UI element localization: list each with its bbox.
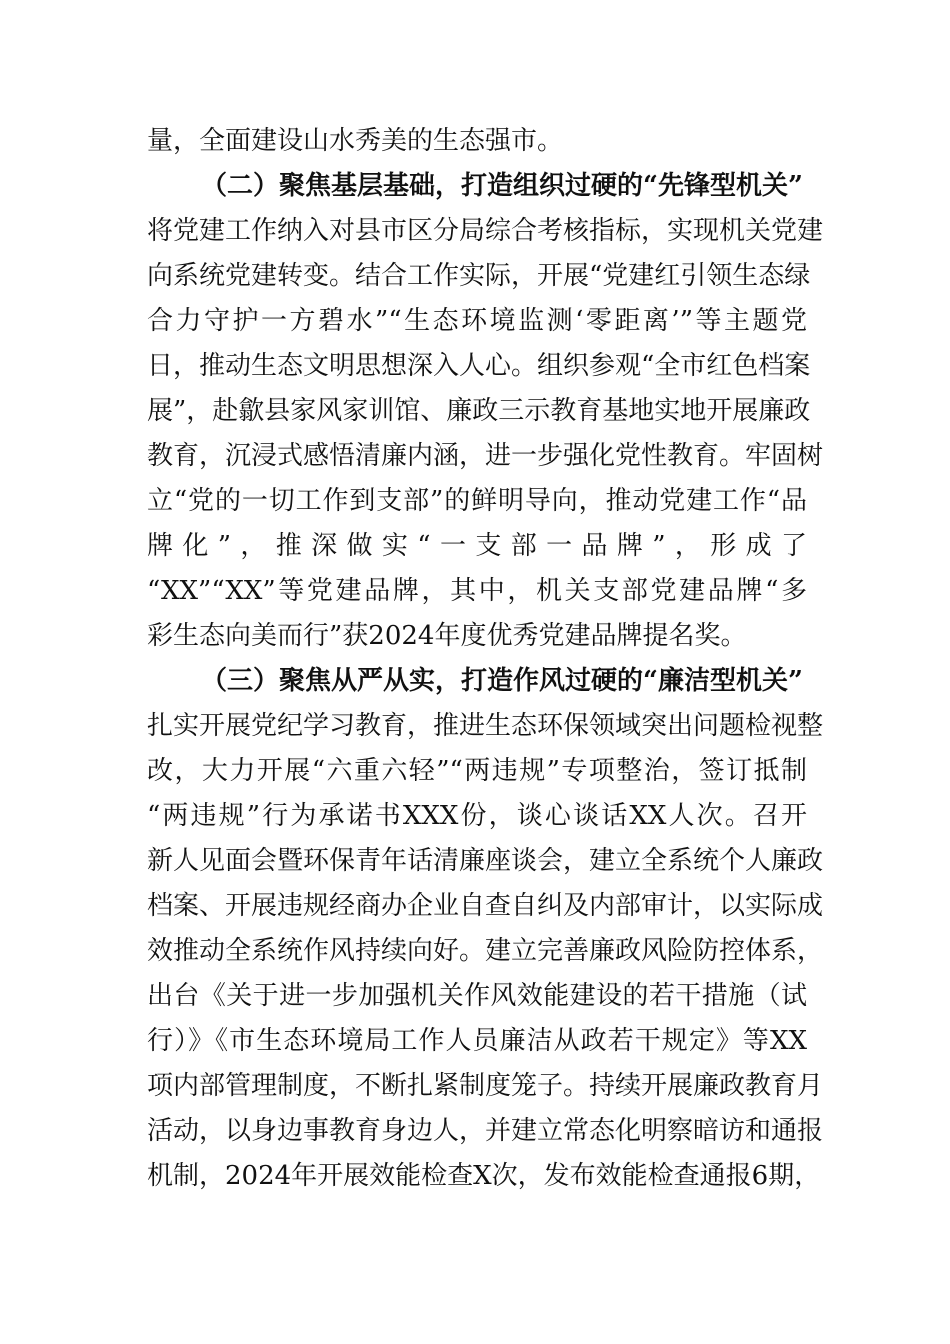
text-line-1: 量，全面建设山水秀美的生态强市。 — [147, 126, 564, 156]
text-line-24: 机制，2024年开展效能检查X次，发布效能检查通报6期， — [147, 1161, 821, 1191]
text-line-18: 档案、开展违规经商办企业自查自纠及内部审计，以实际成 — [147, 891, 824, 921]
text-line-19: 效推动全系统作风持续向好。建立完善廉政风险防控体系， — [147, 936, 824, 966]
text-line-12: 彩生态向美而行”获2024年度优秀党建品牌提名奖。 — [147, 621, 747, 651]
text-line-16: “两违规”行为承诺书XXX份，谈心谈话XX人次。召开 — [147, 801, 807, 831]
text-line-11: “XX”“XX”等党建品牌，其中，机关支部党建品牌“多 — [147, 576, 807, 606]
text-line-4: 向系统党建转变。结合工作实际，开展“党建红引领生态绿 — [147, 261, 811, 291]
text-line-23: 活动，以身边事教育身边人，并建立常态化明察暗访和通报 — [147, 1116, 824, 1146]
section-heading-3: （三）聚焦从严从实，打造作风过硬的“廉洁型机关” — [201, 666, 803, 696]
text-line-6: 日，推动生态文明思想深入人心。组织参观“全市红色档案 — [147, 351, 811, 381]
text-line-15: 改，大力开展“六重六轻”“两违规”专项整治，签订抵制 — [147, 756, 807, 786]
text-line-17: 新人见面会暨环保青年话清廉座谈会，建立全系统个人廉政 — [147, 846, 824, 876]
text-line-8: 教育，沉浸式感悟清廉内涵，进一步强化党性教育。牢固树 — [147, 441, 824, 471]
text-line-21: 行）》《市生态环境局工作人员廉洁从政若干规定》等XX — [147, 1026, 807, 1056]
text-line-14: 扎实开展党纪学习教育，推进生态环保领域突出问题检视整 — [147, 711, 824, 741]
text-line-7: 展”，赴歙县家风家训馆、廉政三示教育基地实地开展廉政 — [147, 396, 811, 426]
text-line-20: 出台《关于进一步加强机关作风效能建设的若干措施（试 — [147, 981, 807, 1011]
text-line-22: 项内部管理制度，不断扎紧制度笼子。持续开展廉政教育月 — [147, 1071, 824, 1101]
section-heading-2: （二）聚焦基层基础，打造组织过硬的“先锋型机关” — [201, 171, 803, 201]
text-line-3: 将党建工作纳入对县市区分局综合考核指标，实现机关党建 — [147, 216, 824, 246]
text-line-9: 立“党的一切工作到支部”的鲜明导向，推动党建工作“品 — [147, 486, 807, 516]
text-line-10: 牌化”，推深做实“一支部一品牌”，形成了 — [147, 531, 807, 561]
text-line-5: 合力守护一方碧水”“生态环境监测‘零距离’”等主题党 — [147, 306, 807, 336]
